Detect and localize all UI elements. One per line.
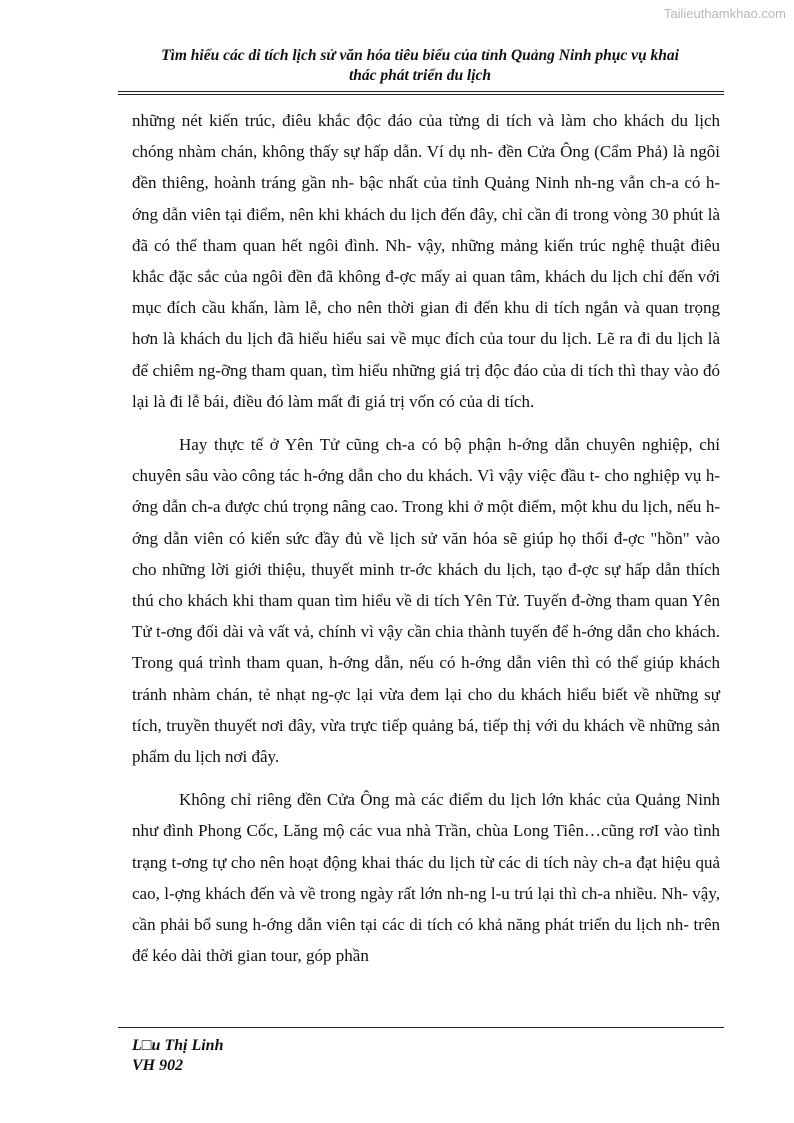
paragraph-2: Hay thực tế ở Yên Tử cũng ch-a có bộ phận h-ớng dẫn chuyên nghiệp, chỉ chuyên sâu vào công tác h-ớng dẫn cho du khách. Vì vậy việc đầu t- cho nghiệp vụ h-ớng dẫn ch-a được chú trọng nâng cao. Trong khi ở một điểm, một khu du lịch, nếu h-ớng dẫn viên có kiến sức đầy đủ về lịch sử văn hóa sẽ giúp họ thổi đ-ợc "hồn" vào cho những lời giới thiệu, thuyết minh tr-ớc khách du lịch, tạo đ-ợc sự hấp dẫn thích thú cho khách khi tham quan tìm hiểu về di tích Yên Tử. Tuyến đ-ờng tham quan Yên Tử t-ơng đối dài và vất vả, chính vì vậy cần chia thành tuyến để h-ớng dẫn cho khách. Trong quá trình tham quan, h-ớng dẫn, nếu có h-ớng dẫn viên thì có thể giúp khách tránh nhàm chán, tẻ nhạt ng-ợc lại vừa đem lại cho du khách hiểu biết về những sự tích, truyền thuyết nơi đây, vừa trực tiếp quảng bá, tiếp thị với du khách về những sản phẩm du lịch nơi đây. [132, 435, 720, 767]
header-title-line-1: Tìm hiểu các di tích lịch sử văn hóa tiêu biểu của tỉnh Quảng Ninh phục vụ khai [161, 47, 679, 64]
footer-class-code: VH 902 [132, 1057, 184, 1074]
footer-author: L□u Thị Linh [132, 1037, 224, 1054]
header-divider [118, 91, 724, 95]
paragraph-3: Không chỉ riêng đền Cửa Ông mà các điểm du lịch lớn khác của Quảng Ninh như đình Phong Cốc, Lăng mộ các vua nhà Trần, chùa Long Tiên…cũng rơI vào tình trạng t-ơng tự cho nên hoạt động khai thác du lịch từ các di tích này ch-a đạt hiệu quả cao, l-ợng khách đến và về trong ngày rất lớn nh-ng l-u trú lại thì ch-a nhiều. Nh- vậy, cần phải bổ sung h-ớng dẫn viên tại các di tích có khả năng phát triển du lịch nh- trên để kéo dài thời gian tour, góp phần [132, 790, 720, 966]
page-header [120, 46, 720, 86]
paragraph-1: những nét kiến trúc, điêu khắc độc đáo của từng di tích và làm cho khách du lịch chóng nhàm chán, không thấy sự hấp dẫn. Ví dụ nh- đền Cửa Ông (Cẩm Phả) là ngôi đền thiêng, hoành tráng gần nh- bậc nhất của tỉnh Quảng Ninh nh-ng vẫn ch-a có h-ớng dẫn viên tại điểm, nên khi khách du lịch đến đây, chỉ cần đi trong vòng 30 phút là đã có thể tham quan hết ngôi đình. Nh- vậy, những mảng kiến trúc nghệ thuật điêu khắc đặc sắc của ngôi đền đã không đ-ợc mấy ai quan tâm, khách du lịch chỉ đến với mục đích cầu khấn, làm lễ, cho nên thời gian đi đến khu di tích ngắn và quan trọng hơn là khách du lịch đã hiểu hiểu sai về mục đích của tour du lịch. Lẽ ra đi du lịch là để chiêm ng-ỡng tham quan, tìm hiểu những giá trị độc đáo của di tích thì thay vào đó lại là đi lễ bái, điều đó làm mất đi giá trị vốn có của di tích. [132, 111, 720, 411]
header-title-line-2: thác phát triển du lịch [348, 67, 492, 84]
body-text [132, 105, 720, 983]
footer-divider [118, 1027, 724, 1028]
page-footer [132, 1036, 223, 1076]
watermark: Tailieuthamkhao.com [663, 6, 786, 21]
